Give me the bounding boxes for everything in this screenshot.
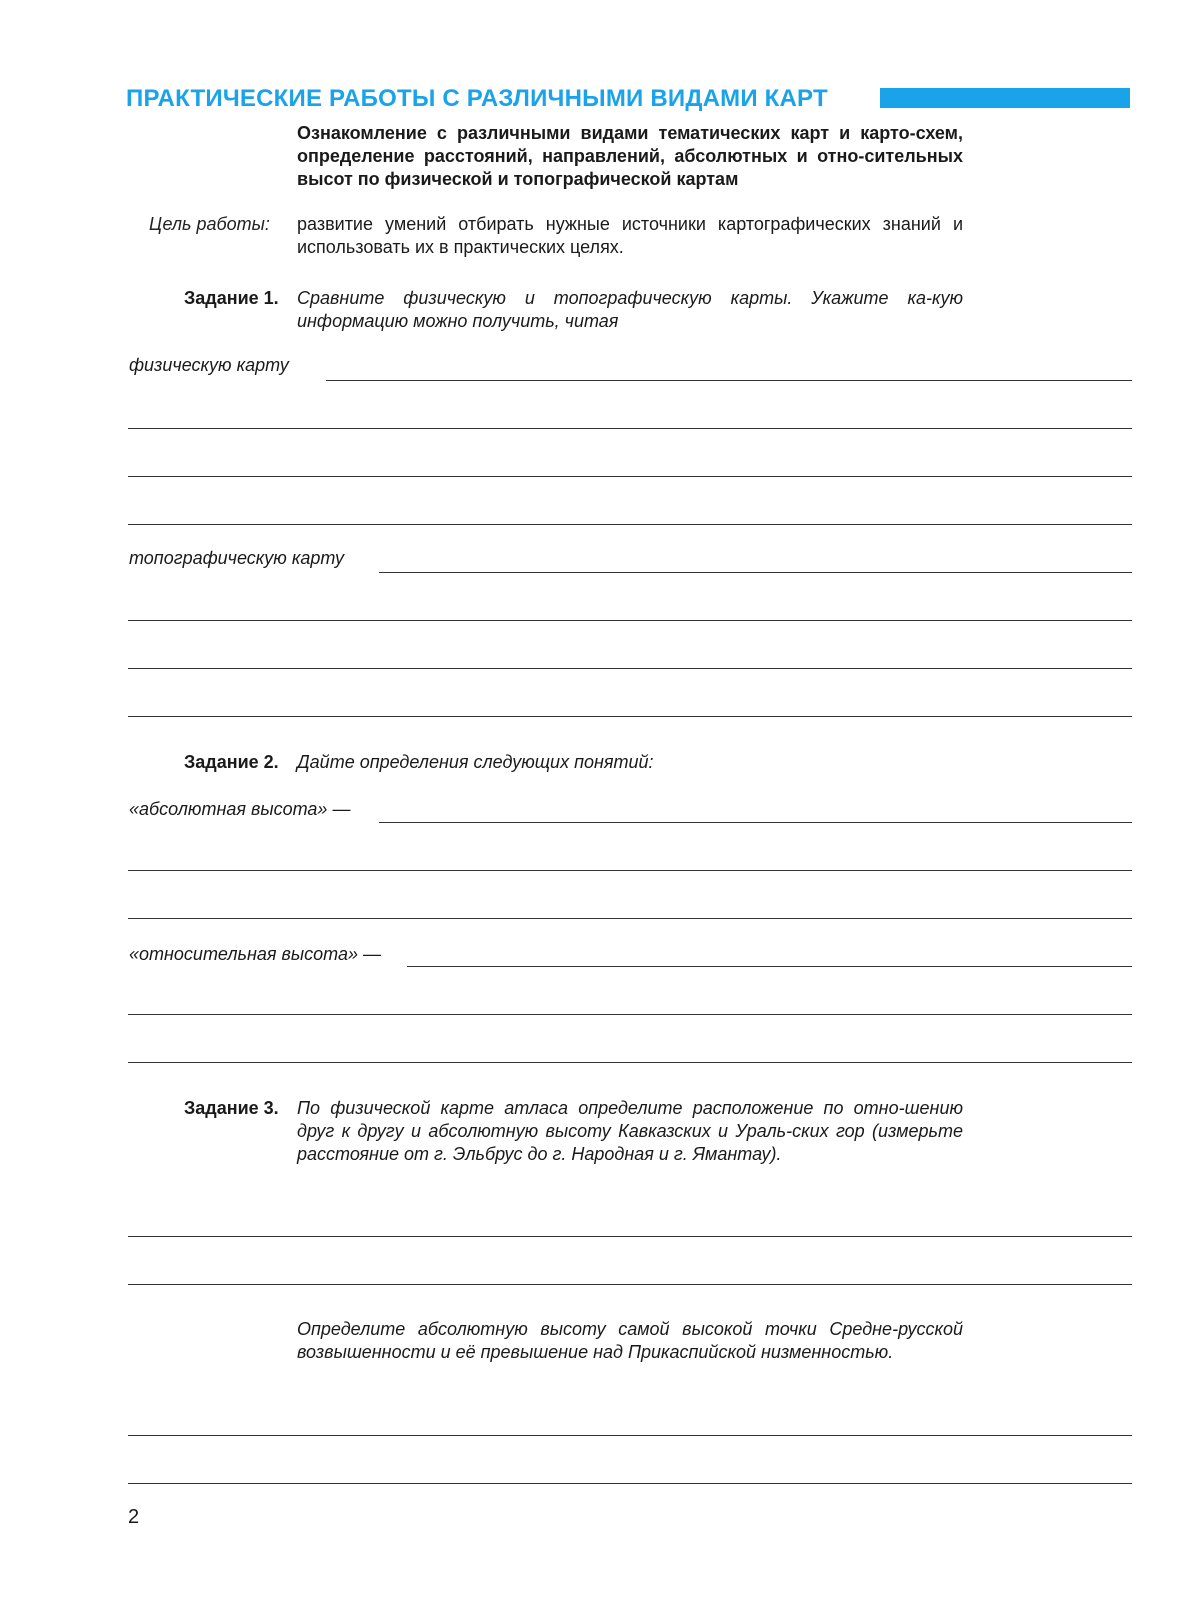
answer-line[interactable] — [326, 380, 1132, 381]
task2-label: Задание 2. — [184, 752, 279, 772]
answer-line[interactable] — [128, 476, 1132, 477]
answer-line[interactable] — [128, 668, 1132, 669]
goal-label: Цель работы: — [149, 214, 270, 234]
answer-line[interactable] — [128, 1483, 1132, 1484]
goal-text: развитие умений отбирать нужные источники картографических знаний и использовать их в практических целях. — [297, 214, 963, 257]
task3-text-2: Определите абсолютную высоту самой высокой точки Средне-русской возвышенности и её превышение над Прикаспийской низменностью. — [297, 1319, 963, 1362]
answer-line[interactable] — [128, 870, 1132, 871]
header-accent-bar — [880, 88, 1130, 108]
answer-line[interactable] — [128, 1062, 1132, 1063]
task1-text: Сравните физическую и топографическую карты. Укажите ка-кую информацию можно получить, читая — [297, 288, 963, 331]
answer-line[interactable] — [128, 1014, 1132, 1015]
answer-line[interactable] — [128, 1236, 1132, 1237]
task3-label: Задание 3. — [184, 1098, 279, 1118]
work-subtitle: Ознакомление с различными видами тематических карт и карто-схем, определение расстояний, направлений, абсолютных и отно-сительных высот по физической и топографической картам — [297, 123, 963, 189]
task2-field-absolute-label: «абсолютная высота» — — [129, 799, 351, 819]
answer-line[interactable] — [128, 716, 1132, 717]
task1-field-topographic-label: топографическую карту — [129, 548, 344, 568]
task1-field-physical-label: физическую карту — [129, 355, 289, 375]
task2-field-relative-label: «относительная высота» — — [129, 944, 381, 964]
answer-line[interactable] — [407, 966, 1132, 967]
page-title: ПРАКТИЧЕСКИЕ РАБОТЫ С РАЗЛИЧНЫМИ ВИДАМИ КАРТ — [126, 85, 828, 112]
answer-line[interactable] — [128, 1435, 1132, 1436]
answer-line[interactable] — [128, 620, 1132, 621]
task2-text: Дайте определения следующих понятий: — [297, 752, 654, 772]
answer-line[interactable] — [379, 822, 1132, 823]
task3-text: По физической карте атласа определите расположение по отно-шению друг к другу и абсолютную высоту Кавказских и Ураль-ских гор (измерьте расстояние от г. Эльбрус до г. Народная и г. Ямантау). — [297, 1098, 963, 1164]
answer-line[interactable] — [128, 524, 1132, 525]
answer-line[interactable] — [128, 428, 1132, 429]
answer-line[interactable] — [379, 572, 1132, 573]
task1-label: Задание 1. — [184, 288, 279, 308]
answer-line[interactable] — [128, 1284, 1132, 1285]
answer-line[interactable] — [128, 918, 1132, 919]
page-number: 2 — [128, 1506, 140, 1528]
